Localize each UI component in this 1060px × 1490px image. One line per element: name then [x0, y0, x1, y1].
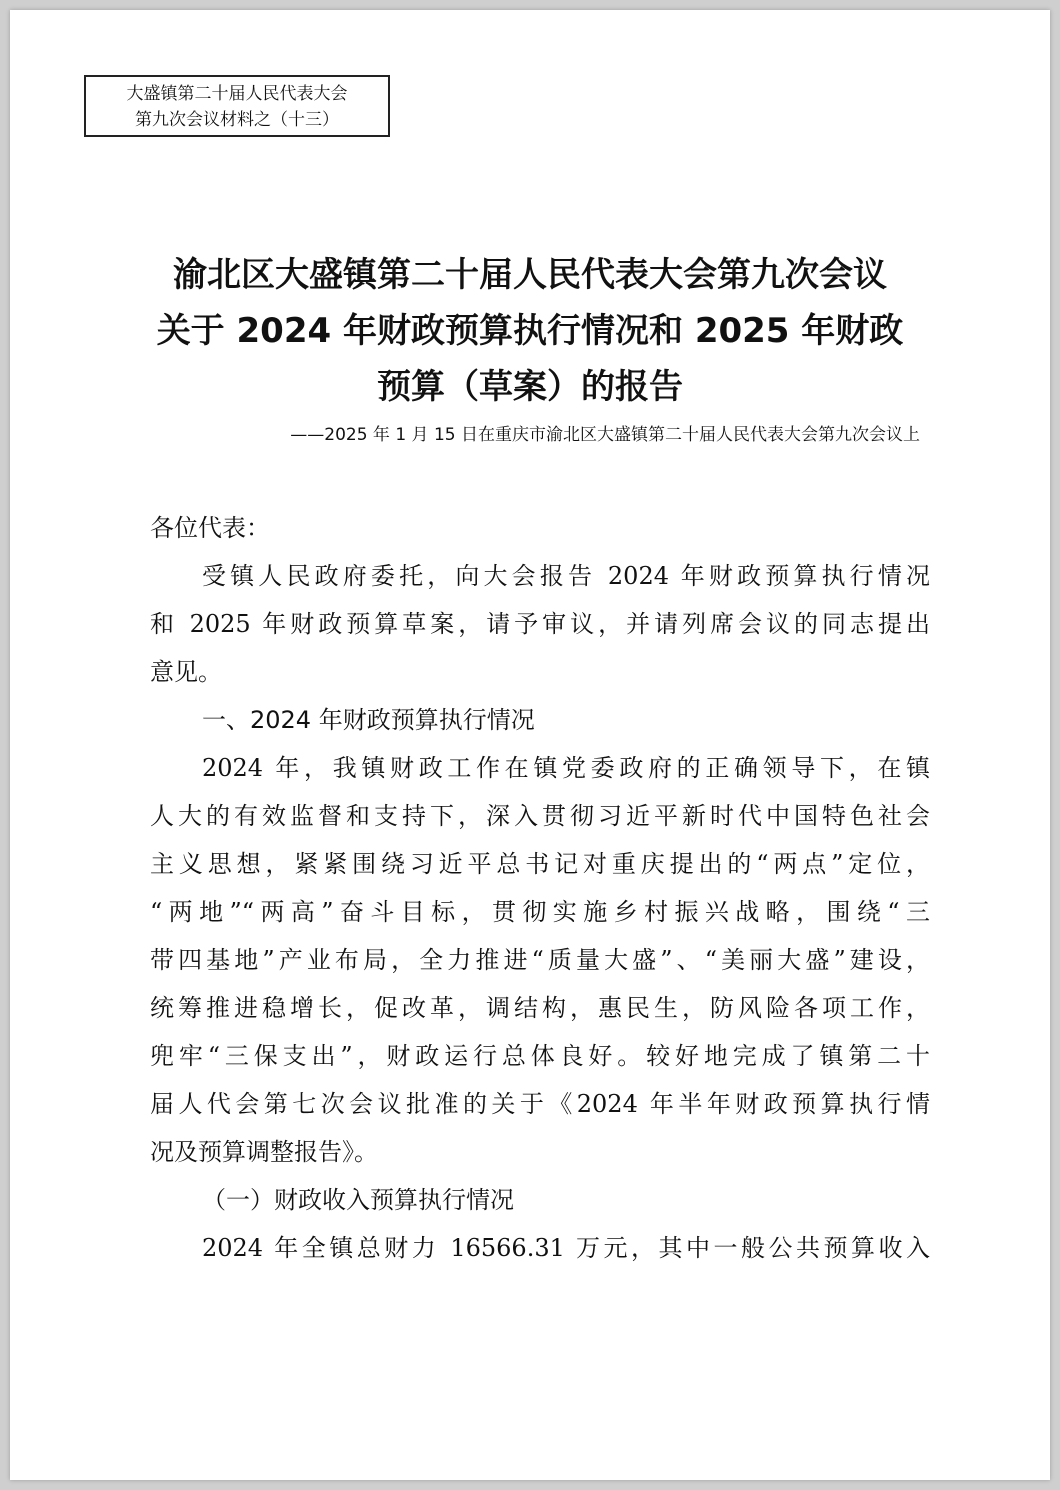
report-title	[120, 247, 940, 415]
document-label-box	[84, 75, 390, 137]
title-line-2: 关于 2024 年财政预算执行情况和 2025 年财政	[156, 311, 904, 351]
title-line-3: 预算（草案）的报告	[377, 367, 683, 407]
paragraph-line-3: 主义思想，紧紧围绕习近平总书记对重庆提出的“两点”定位，	[150, 850, 930, 878]
subsection-heading-1: （一）财政收入预算执行情况	[202, 1186, 514, 1214]
report-body	[150, 504, 930, 1272]
paragraph-line-8: 届人代会第七次会议批准的关于《2024 年半年财政预算执行情	[150, 1090, 930, 1118]
paragraph-line-7: 兜牢“三保支出”，财政运行总体良好。较好地完成了镇第二十	[150, 1042, 930, 1070]
label-line-2: 第九次会议材料之（十三）	[135, 110, 339, 130]
intro-line-1: 受镇人民政府委托，向大会报告 2024 年财政预算执行情况	[202, 562, 930, 590]
paragraph-line-1: 2024 年，我镇财政工作在镇党委政府的正确领导下，在镇	[202, 754, 930, 782]
paragraph-line-9: 况及预算调整报告》。	[150, 1138, 378, 1166]
paragraph-line-2: 人大的有效监督和支持下，深入贯彻习近平新时代中国特色社会	[150, 802, 930, 830]
document-page	[10, 10, 1050, 1480]
paragraph-line-4: “两地”“两高”奋斗目标，贯彻实施乡村振兴战略，围绕“三	[150, 898, 930, 926]
title-line-1: 渝北区大盛镇第二十届人民代表大会第九次会议	[173, 255, 887, 295]
report-subtitle: ——2025 年 1 月 15 日在重庆市渝北区大盛镇第二十届人民代表大会第九次会议上	[290, 425, 920, 445]
paragraph-line-5: 带四基地”产业布局，全力推进“质量大盛”、“美丽大盛”建设，	[150, 946, 930, 974]
salutation: 各位代表：	[150, 514, 270, 542]
subsection-line-1: 2024 年全镇总财力 16566.31 万元，其中一般公共预算收入	[202, 1234, 930, 1262]
label-line-1: 大盛镇第二十届人民代表大会	[126, 84, 348, 104]
intro-line-3: 意见。	[150, 658, 222, 686]
section-heading-1: 一、2024 年财政预算执行情况	[202, 706, 535, 734]
paragraph-line-6: 统筹推进稳增长，促改革，调结构，惠民生，防风险各项工作，	[150, 994, 930, 1022]
intro-line-2: 和 2025 年财政预算草案，请予审议，并请列席会议的同志提出	[150, 610, 930, 638]
